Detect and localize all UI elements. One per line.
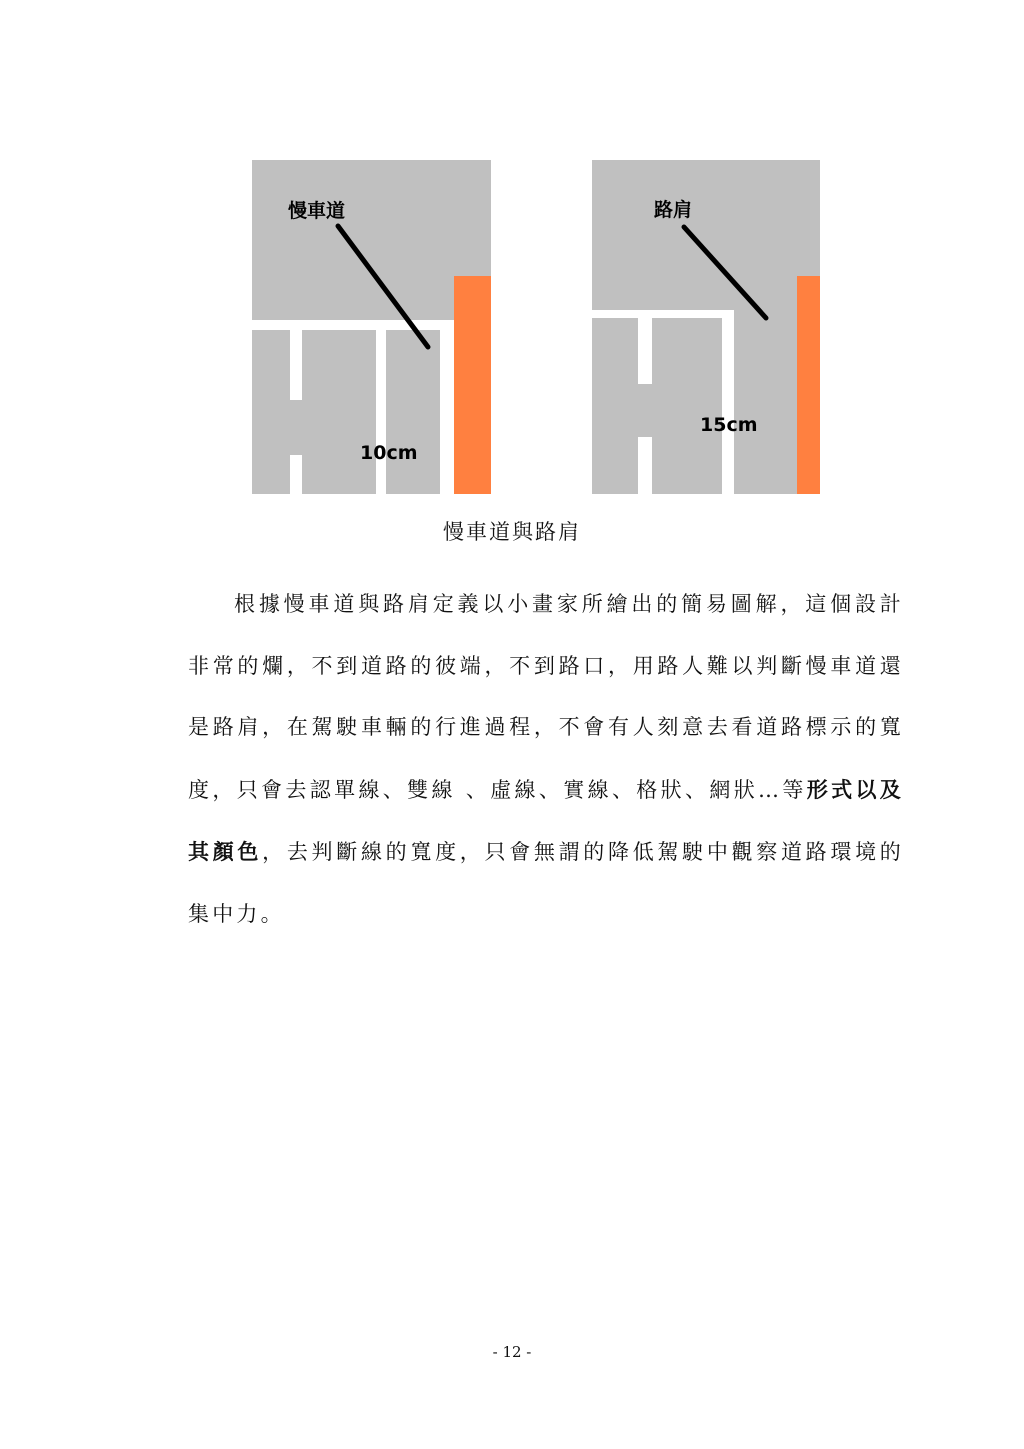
paragraph-rest: ，去判斷線的寬度，只會無謂的降低駕駛中觀察道路環境的集中力。 <box>188 840 904 926</box>
shoulder-strip <box>454 276 491 494</box>
page-number: - 12 - <box>492 1343 532 1361</box>
slow-lane-panel <box>252 160 491 496</box>
marking-line <box>638 318 652 384</box>
marking-line <box>638 437 652 496</box>
marking-line <box>290 455 302 496</box>
road-diagram <box>252 160 822 496</box>
marking-line <box>440 320 454 496</box>
marking-line <box>290 330 302 400</box>
bold-phrase: 形式以及其顏色 <box>188 776 904 864</box>
body-paragraph <box>188 574 904 945</box>
marking-line <box>586 310 734 318</box>
marking-line <box>376 330 386 496</box>
road-marking-figure <box>252 160 822 496</box>
width-label-10cm: 10cm <box>360 442 418 464</box>
marking-line <box>586 310 592 496</box>
slow-lane-label: 慢車道 <box>288 200 346 222</box>
marking-line <box>252 320 454 330</box>
road-surface <box>592 160 820 494</box>
figure-caption: 慢車道與路肩 <box>443 520 581 544</box>
width-label-15cm: 15cm <box>700 414 758 436</box>
shoulder-panel <box>586 160 820 496</box>
marking-line <box>722 310 734 496</box>
shoulder-label: 路肩 <box>654 199 693 221</box>
shoulder-strip <box>797 276 820 494</box>
paragraph <box>188 574 904 945</box>
paragraph-intro: 根據慢車道與路肩定義以小畫家所繪出的簡易圖解，這個設計非常的爛，不到道路的彼端，不到路口，用路人難以判斷慢車道還是路肩，在駕駛車輛的行進過程，不會有人刻意去看道路標示的寬度，只會去認單線、雙線 、虛線、實線、格狀、網狀…等 <box>188 592 904 802</box>
